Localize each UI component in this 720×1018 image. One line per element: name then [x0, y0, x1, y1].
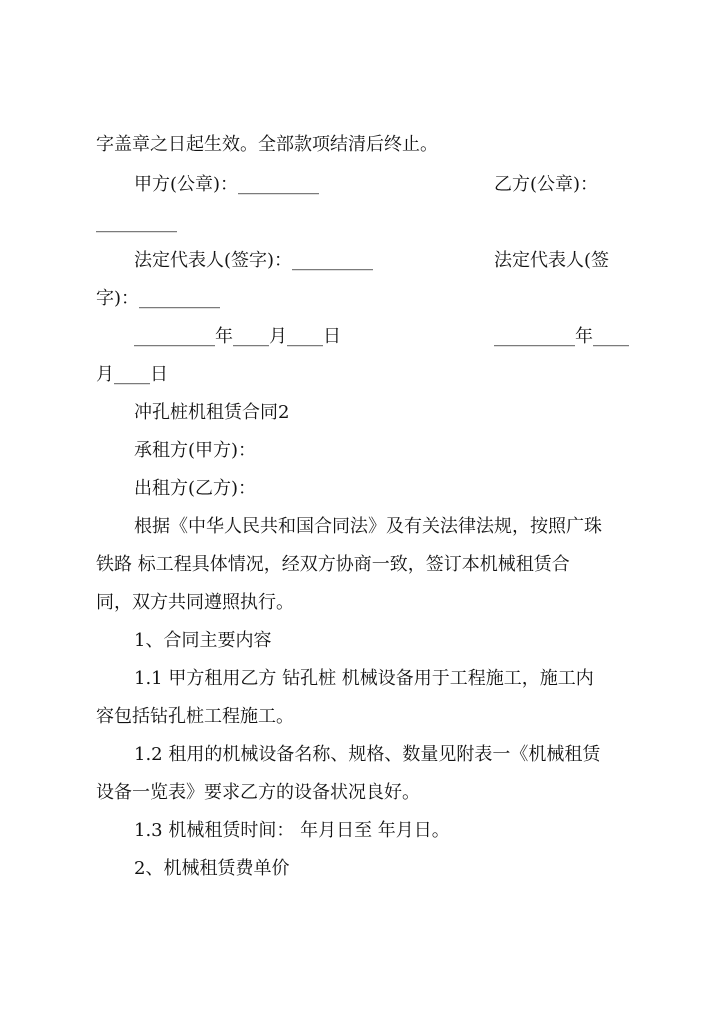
intro-paragraph-line-1: 根据《中华人民共和国合同法》及有关法律法规，按照广珠: [134, 516, 602, 537]
text-line-effective: 字盖章之日起生效。全部款项结清后终止。: [96, 134, 438, 155]
lessee-line: 承租方(甲方)：: [134, 440, 257, 461]
lessor-line: 出租方(乙方)：: [134, 478, 257, 499]
party-b-representative-label: 法定代表人(签: [494, 250, 610, 271]
clause-1-3: 1.3 机械租赁时间： 年月日至 年月日。: [134, 820, 450, 841]
intro-paragraph-line-3: 同，双方共同遵照执行。: [96, 592, 294, 613]
section-1-heading: 1、合同主要内容: [134, 630, 272, 651]
contract-title-2: 冲孔桩机租赁合同2: [134, 402, 290, 423]
clause-1-2-line-2: 设备一览表》要求乙方的设备状况良好。: [96, 782, 420, 803]
party-b-seal-label: 乙方(公章)：: [494, 174, 599, 195]
party-b-date-line: _________年____: [494, 326, 629, 347]
party-b-representative-cont: 字)：_________: [96, 288, 221, 309]
intro-paragraph-line-2: 铁路 标工程具体情况，经双方协商一致，签订本机械租赁合: [96, 554, 570, 575]
party-a-seal-line: 甲方(公章)：_________: [134, 174, 320, 195]
clause-1-1-line-2: 容包括钻孔桩工程施工。: [96, 706, 294, 727]
party-b-date-cont: 月____日: [96, 364, 168, 385]
clause-1-2-line-1: 1.2 租用的机械设备名称、规格、数量见附表一《机械租赁: [134, 744, 601, 765]
clause-1-1-line-1: 1.1 甲方租用乙方 钻孔桩 机械设备用于工程施工，施工内: [134, 668, 594, 689]
section-2-heading: 2、机械租赁费单价: [134, 858, 290, 879]
party-a-representative-line: 法定代表人(签字)：_________: [134, 250, 374, 271]
party-a-date-line: _________年____月____日: [134, 326, 341, 347]
party-b-seal-blank: _________: [96, 212, 177, 233]
